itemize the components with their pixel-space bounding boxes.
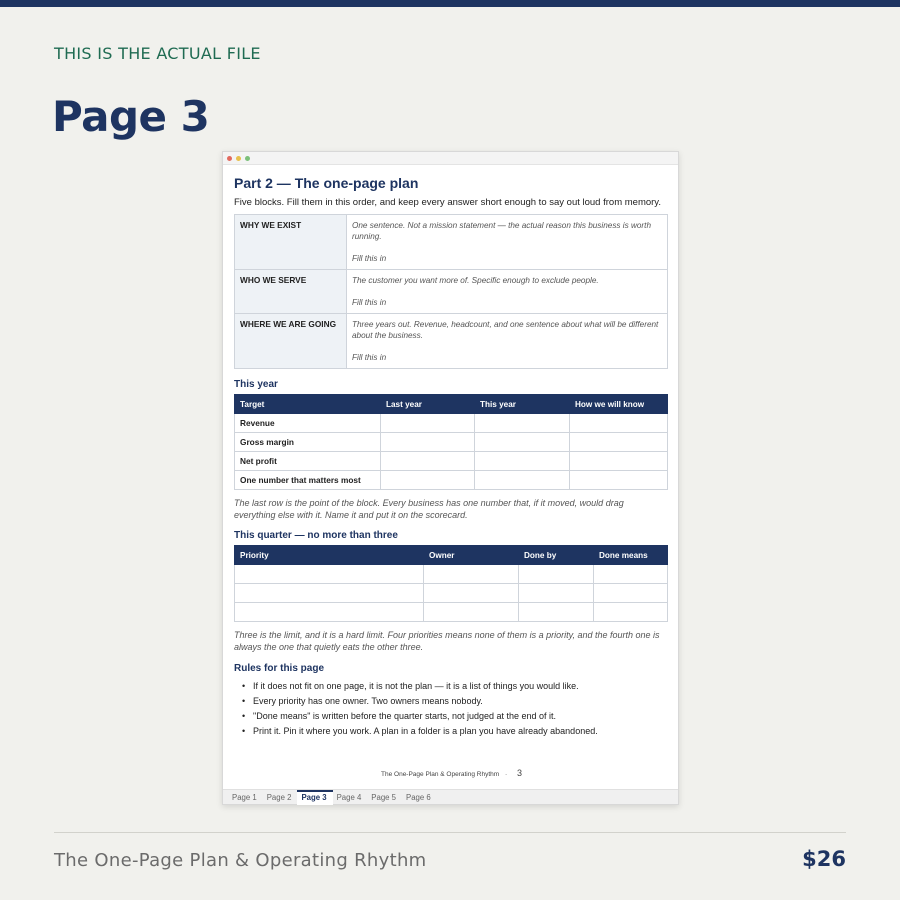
table-cell — [570, 414, 668, 433]
table-cell — [424, 565, 519, 584]
tab-page-3[interactable]: Page 3 — [297, 790, 332, 805]
eyebrow-label: THIS IS THE ACTUAL FILE — [54, 44, 261, 63]
this-quarter-note: Three is the limit, and it is a hard limit. Four priorities means none of them is a priority, and the fourth one is always the one that quietly eats the other three. — [234, 630, 660, 652]
column-header: How we will know — [570, 395, 668, 414]
table-cell — [235, 584, 424, 603]
block-description — [347, 314, 668, 369]
document-heading: Part 2 — The one-page plan — [234, 175, 419, 191]
table-cell — [570, 452, 668, 471]
rules-heading: Rules for this page — [234, 663, 325, 674]
table-cell — [519, 603, 594, 622]
top-accent-bar — [0, 0, 900, 7]
table-cell — [381, 414, 475, 433]
document-intro: Five blocks. Fill them in this order, and keep every answer short enough to say out loud from memory. — [234, 197, 661, 208]
this-quarter-heading: This quarter — no more than three — [234, 530, 398, 541]
column-header: Done by — [519, 546, 594, 565]
column-header: This year — [475, 395, 570, 414]
table-row — [235, 603, 668, 622]
table-row — [235, 584, 668, 603]
column-header: Last year — [381, 395, 475, 414]
table-cell — [594, 565, 668, 584]
tab-page-5[interactable]: Page 5 — [371, 793, 397, 802]
table-cell — [519, 584, 594, 603]
rules-list — [234, 679, 667, 739]
close-dot-icon — [227, 156, 232, 161]
table-cell — [475, 433, 570, 452]
page-tabs — [223, 789, 678, 804]
table-row — [235, 433, 668, 452]
row-label: Revenue — [235, 414, 381, 433]
table-cell — [424, 584, 519, 603]
tab-page-4[interactable]: Page 4 — [336, 793, 362, 802]
footer-separator: · — [504, 771, 508, 778]
block-desc-text: One sentence. Not a mission statement — the actual reason this business is worth running. — [352, 221, 651, 241]
table-cell — [235, 603, 424, 622]
table-header-row — [235, 395, 668, 414]
row-label: One number that matters most — [235, 471, 381, 490]
table-cell — [594, 603, 668, 622]
column-header: Target — [235, 395, 381, 414]
page-title: Page 3 — [52, 92, 210, 141]
block-description — [347, 215, 668, 270]
block-row — [235, 215, 668, 270]
tab-page-1[interactable]: Page 1 — [232, 793, 257, 802]
list-item: • "Done means" is written before the quarter starts, not judged at the end of it. — [242, 709, 667, 724]
this-year-note: The last row is the point of the block. Every business has one number that, if it moved, would drag everything else with it. Name it and put it on the scorecard. — [234, 498, 624, 520]
footer-page-number: 3 — [516, 768, 522, 778]
list-item: • If it does not fit on one page, it is not the plan — it is a list of things you would like. — [242, 679, 667, 694]
list-item: • Print it. Pin it where you work. A plan in a folder is a plan you have already abandoned. — [242, 724, 667, 739]
block-desc-text: Three years out. Revenue, headcount, and one sentence about what will be different about the business. — [352, 320, 659, 340]
column-header: Done means — [594, 546, 668, 565]
block-label: WHY WE EXIST — [235, 215, 347, 270]
block-label: WHO WE SERVE — [235, 270, 347, 314]
table-cell — [381, 433, 475, 452]
table-cell — [475, 452, 570, 471]
document-page — [223, 165, 678, 789]
table-row — [235, 565, 668, 584]
table-row — [235, 414, 668, 433]
document-preview-window — [222, 151, 679, 805]
window-chrome — [223, 152, 678, 165]
product-name: The One-Page Plan & Operating Rhythm — [54, 850, 427, 871]
fill-in-prompt: Fill this in — [352, 353, 387, 362]
tab-page-6[interactable]: Page 6 — [406, 793, 431, 802]
row-label: Gross margin — [235, 433, 381, 452]
document-footer — [223, 768, 680, 778]
plan-blocks-table — [234, 214, 668, 369]
this-year-table — [234, 394, 668, 490]
block-description — [347, 270, 668, 314]
table-cell — [381, 471, 475, 490]
block-row — [235, 270, 668, 314]
table-cell — [381, 452, 475, 471]
block-row — [235, 314, 668, 369]
minimize-dot-icon — [236, 156, 241, 161]
table-cell — [424, 603, 519, 622]
table-cell — [235, 565, 424, 584]
table-row — [235, 471, 668, 490]
table-cell — [475, 471, 570, 490]
fill-in-prompt: Fill this in — [352, 298, 387, 307]
this-year-heading: This year — [234, 379, 278, 390]
table-row — [235, 452, 668, 471]
list-item: • Every priority has one owner. Two owners means nobody. — [242, 694, 667, 709]
table-cell — [594, 584, 668, 603]
maximize-dot-icon — [245, 156, 250, 161]
table-header-row — [235, 546, 668, 565]
row-label: Net profit — [235, 452, 381, 471]
column-header: Owner — [424, 546, 519, 565]
product-price: $26 — [802, 847, 846, 871]
block-desc-text: The customer you want more of. Specific enough to exclude people. — [352, 276, 599, 285]
block-label: WHERE WE ARE GOING — [235, 314, 347, 369]
fill-in-prompt: Fill this in — [352, 254, 387, 263]
table-cell — [570, 433, 668, 452]
footer-title: The One-Page Plan & Operating Rhythm — [381, 771, 500, 778]
table-cell — [475, 414, 570, 433]
divider — [54, 832, 846, 833]
table-cell — [570, 471, 668, 490]
tab-page-2[interactable]: Page 2 — [266, 793, 292, 802]
this-quarter-table — [234, 545, 668, 622]
column-header: Priority — [235, 546, 424, 565]
table-cell — [519, 565, 594, 584]
